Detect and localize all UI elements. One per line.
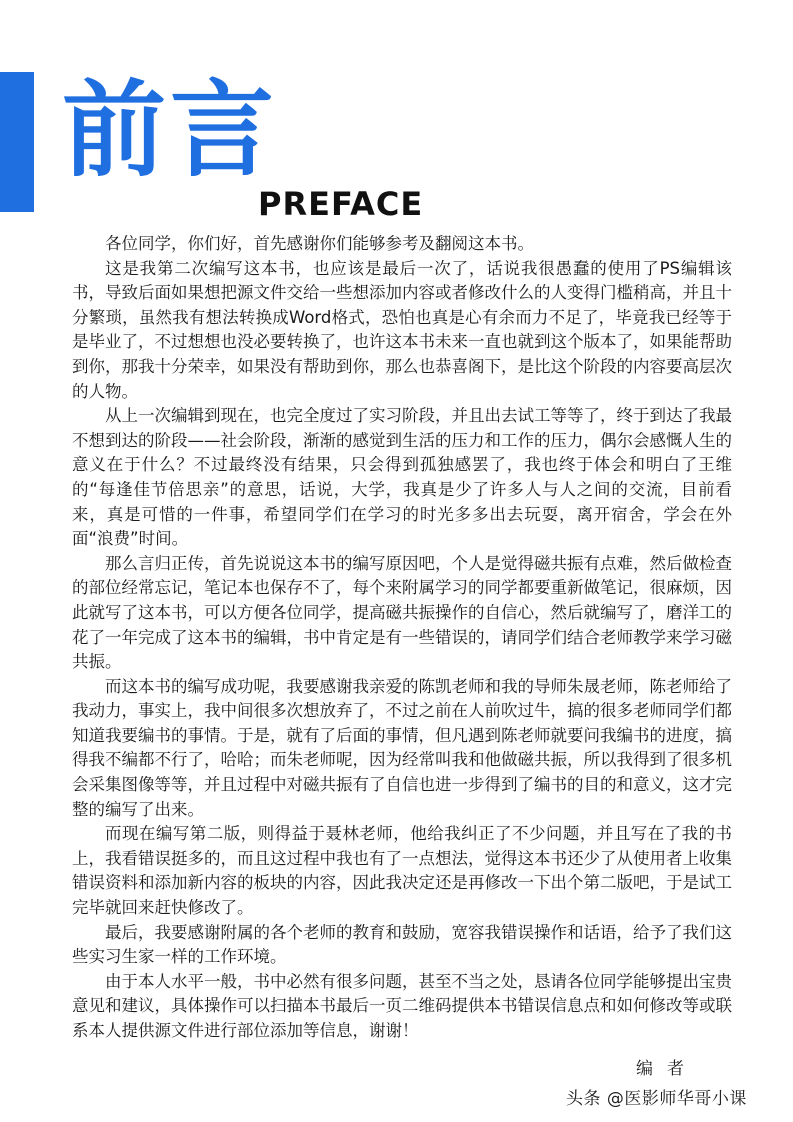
paragraph: 由于本人水平一般，书中必然有很多问题，甚至不当之处，恳请各位同学能够提出宝贵意见和建议，具体操作可以扫描本书最后一页二维码提供本书错误信息点和如何修改等或联系本人提供源文件进行部位添加等信息，谢谢！ <box>72 971 732 1040</box>
watermark-text: 头条 @医影师华哥小课 <box>566 1089 747 1109</box>
paragraph: 那么言归正传，首先说说这本书的编写原因吧，个人是觉得磁共振有点难，然后做检查的部位经常忘记，笔记本也保存不了，每个来附属学习的同学都要重新做笔记，很麻烦，因此就写了这本书，可以方便各位同学，提高磁共振操作的自信心，然后就编写了，磨洋工的花了一年完成了这本书的编辑，书中肯定是有一些错误的，请同学们结合老师教学来学习磁共振。 <box>72 553 732 672</box>
paragraph: 从上一次编辑到现在，也完全度过了实习阶段，并且出去试工等等了，终于到达了我最不想到达的阶段——社会阶段，渐渐的感觉到生活的压力和工作的压力，偶尔会感慨人生的意义在于什么？不过最终没有结果，只会得到孤独感罢了，我也终于体会和明白了王维的“每逢佳节倍思亲”的意思，话说，大学，我真是少了许多人与人之间的交流，目前看来，真是可惜的一件事，希望同学们在学习的时光多多出去玩耍，离开宿舍，学会在外面“浪费”时间。 <box>72 406 732 549</box>
paragraph: 这是我第二次编写这本书，也应该是最后一次了，话说我很愚蠢的使用了PS编辑该书，导致后面如果想把源文件交给一些想添加内容或者修改什么的人变得门槛稍高，并且十分繁琐，虽然我有想法转换成Word格式，恐怕也真是心有余而力不足了，毕竟我已经等于是毕业了，不过想想也没必要转换了，也许这本书未来一直也就到这个版本了，如果能帮助到你，那我十分荣幸，如果没有帮助到你，那么也恭喜阁下，是比这个阶段的内容要高层次的人物。 <box>72 258 732 401</box>
page-subtitle: PREFACE <box>258 185 424 223</box>
page-title: 前言 <box>62 69 279 191</box>
accent-side-bar <box>0 72 34 212</box>
paragraph: 最后，我要感谢附属的各个老师的教育和鼓励，宽容我错误操作和话语，给予了我们这些实习生家一样的工作环境。 <box>72 922 732 967</box>
paragraph: 而现在编写第二版，则得益于聂林老师，他给我纠正了不少问题，并且写在了我的书上，我看错误挺多的，而且这过程中我也有了一点想法，觉得这本书还少了从使用者上收集错误资料和添加新内容的板块的内容，因此我决定还是再修改一下出个第二版吧，于是试工完毕就回来赶快修改了。 <box>72 824 732 918</box>
author-signature: 编者 <box>636 1059 698 1079</box>
paragraph: 而这本书的编写成功呢，我要感谢我亲爱的陈凯老师和我的导师朱晟老师，陈老师给了我动力，事实上，我中间很多次想放弃了，不过之前在人前吹过牛，搞的很多老师同学们都知道我要编书的事情。于是，就有了后面的事情，但凡遇到陈老师就要问我编书的进度，搞得我不编都不行了，哈哈；而朱老师呢，因为经常叫我和他做磁共振，所以我得到了很多机会采集图像等等，并且过程中对磁共振有了自信也进一步得到了编书的目的和意义，这才完整的编写了出来。 <box>72 676 732 819</box>
paragraph: 各位同学，你们好，首先感谢你们能够参考及翻阅这本书。 <box>105 234 534 253</box>
preface-body <box>72 232 732 1044</box>
